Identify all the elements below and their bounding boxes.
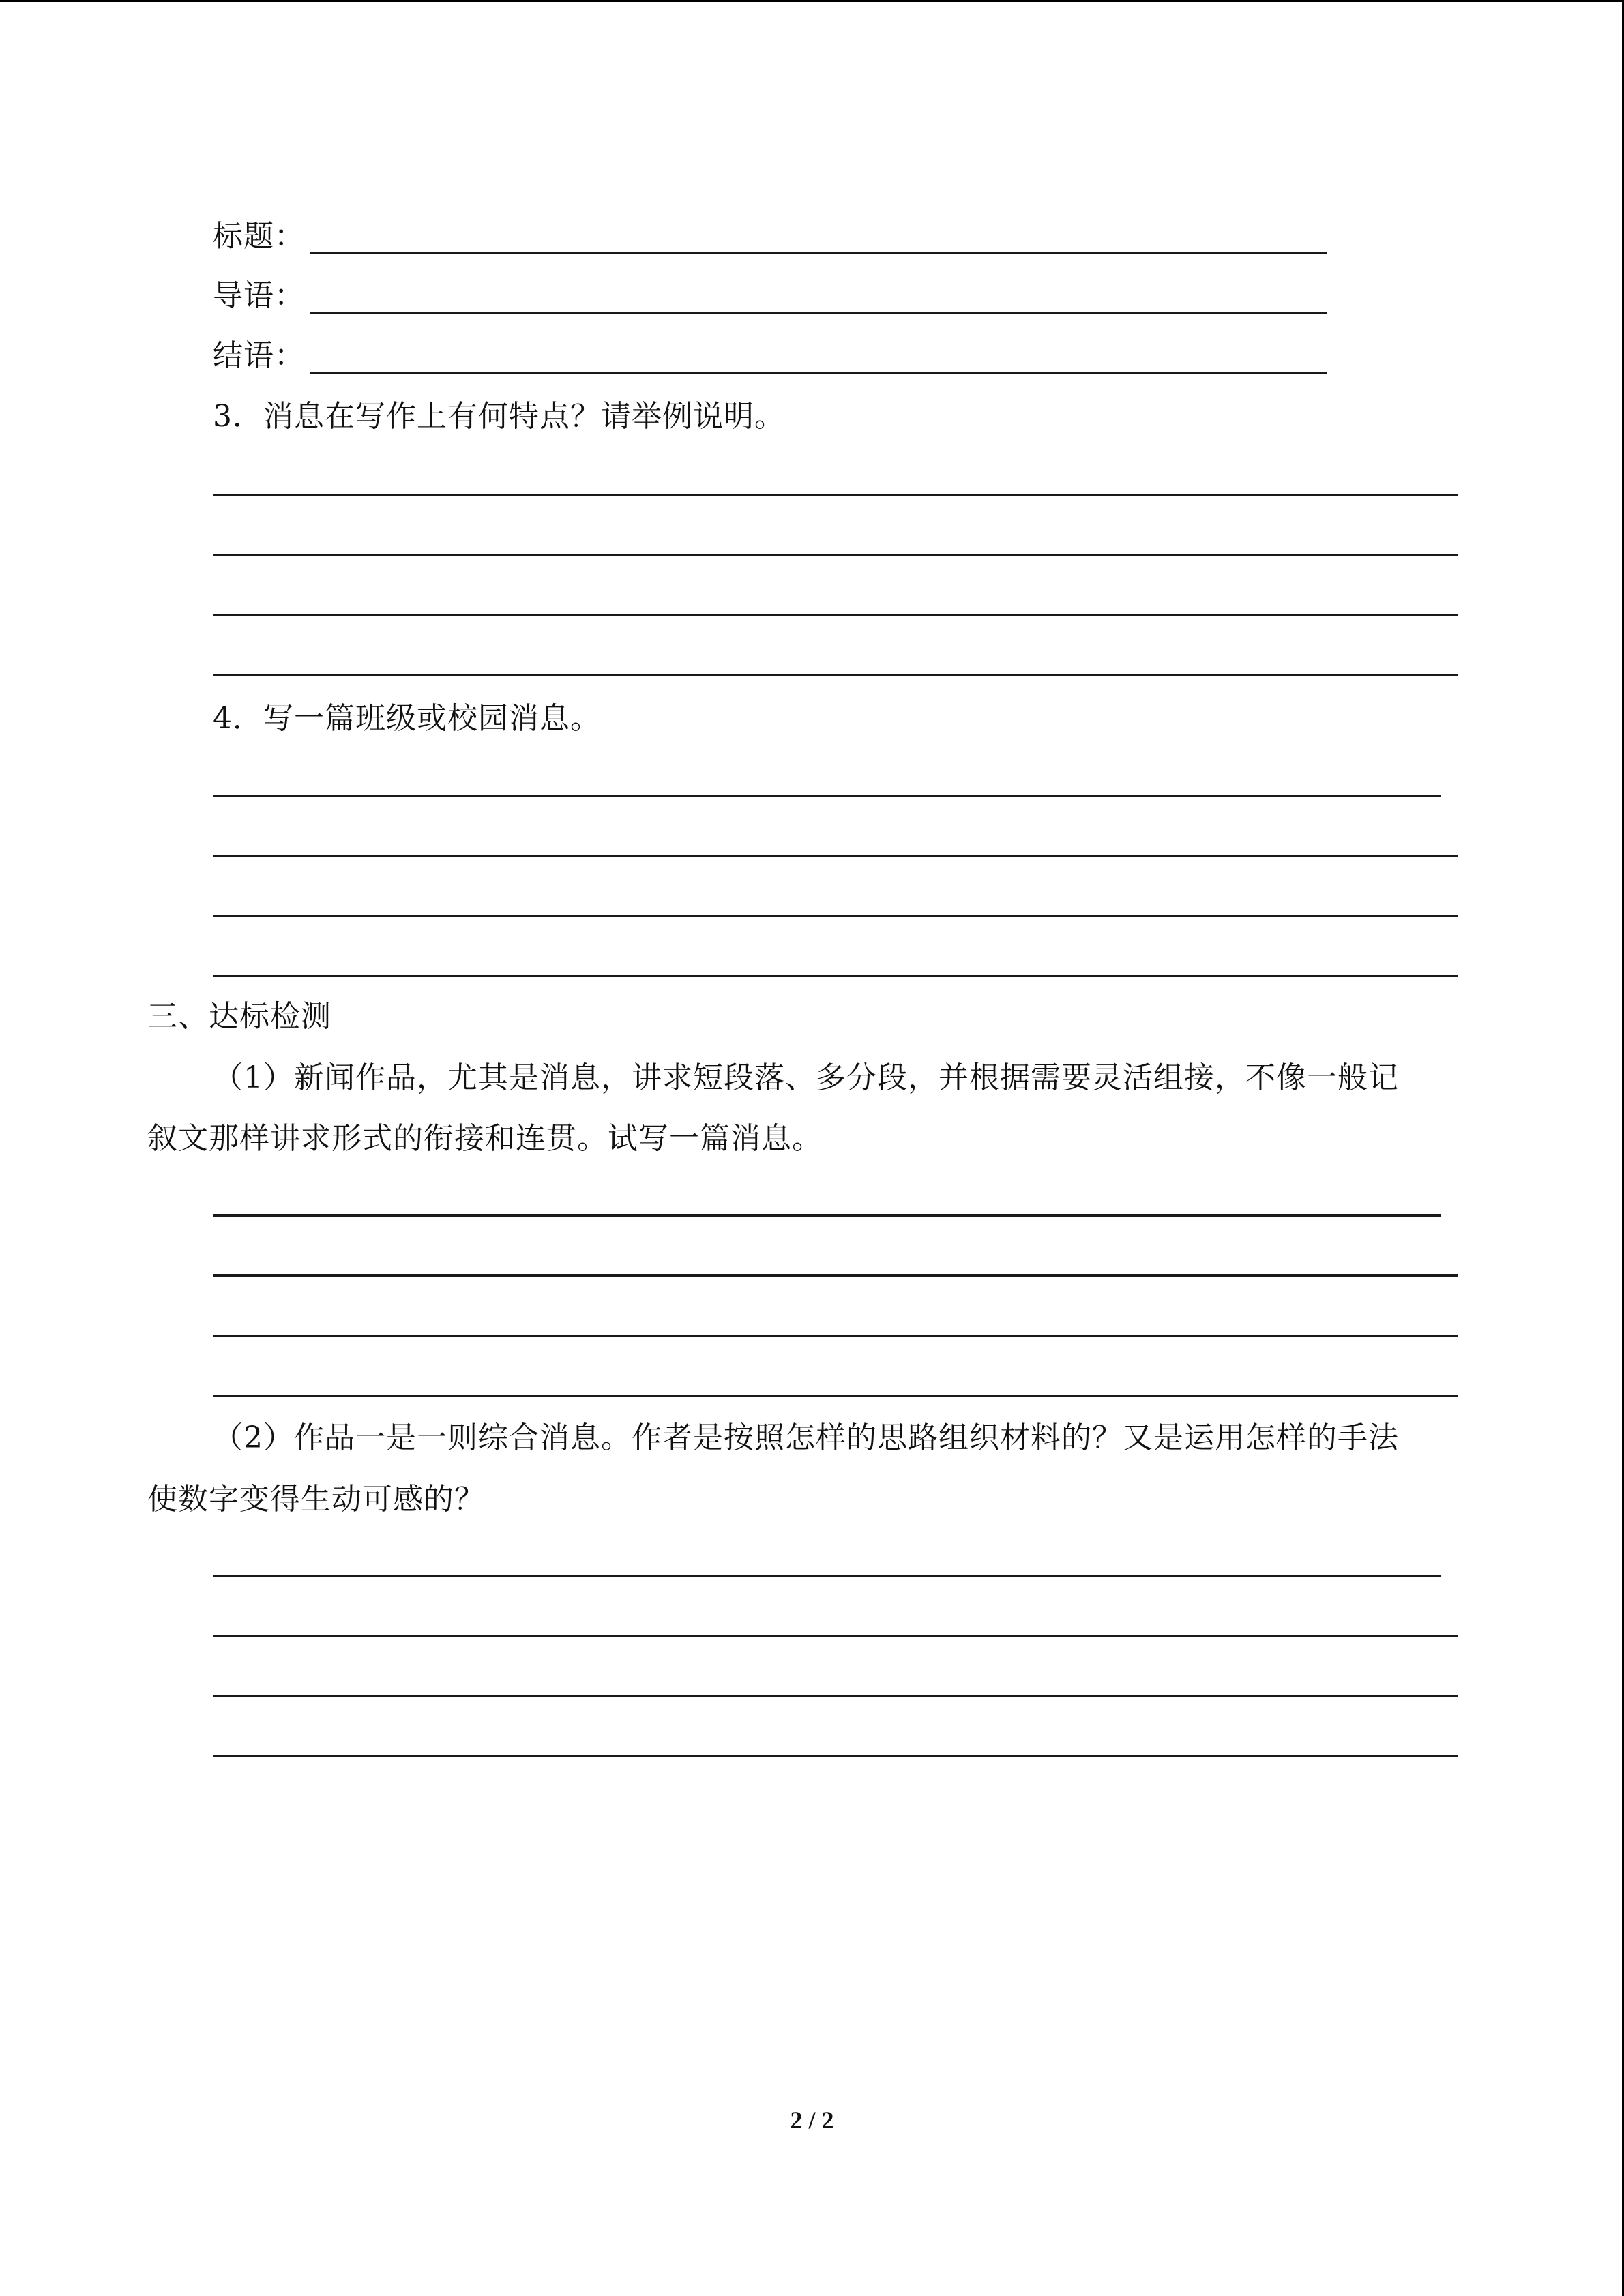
answer-line[interactable] [213, 855, 1458, 857]
item-1-text-line-1: （1）新闻作品，尤其是消息，讲求短段落、多分段，并根据需要灵活组接，不像一般记 [213, 1060, 1399, 1095]
section-heading: 三、达标检测 [147, 999, 331, 1034]
answer-line[interactable] [213, 1575, 1441, 1577]
answer-line[interactable] [213, 795, 1441, 797]
ending-label: 结语： [213, 338, 305, 373]
answer-line[interactable] [213, 1335, 1458, 1337]
item-1-text-line-2: 叙文那样讲求形式的衔接和连贯。试写一篇消息。 [147, 1121, 823, 1156]
answer-line[interactable] [213, 614, 1458, 616]
answer-line[interactable] [213, 1635, 1458, 1637]
item-2-text-line-2: 使数字变得生动可感的？ [147, 1482, 485, 1517]
answer-line[interactable] [213, 494, 1458, 496]
question-3: 3．消息在写作上有何特点？请举例说明。 [213, 399, 785, 434]
answer-line[interactable] [213, 1755, 1458, 1757]
answer-line[interactable] [213, 915, 1458, 917]
answer-line[interactable] [213, 674, 1458, 676]
title-answer-line[interactable] [310, 252, 1327, 254]
answer-line[interactable] [213, 1214, 1441, 1217]
lead-label: 导语： [213, 278, 305, 313]
answer-line[interactable] [213, 1274, 1458, 1277]
answer-line[interactable] [213, 1395, 1458, 1397]
question-4: 4．写一篇班级或校园消息。 [213, 701, 601, 736]
ending-answer-line[interactable] [310, 372, 1327, 374]
answer-line[interactable] [213, 554, 1458, 556]
lead-answer-line[interactable] [310, 312, 1327, 314]
page-number: 2 / 2 [790, 2106, 834, 2134]
answer-line[interactable] [213, 1695, 1458, 1697]
item-2-text-line-1: （2）作品一是一则综合消息。作者是按照怎样的思路组织材料的？又是运用怎样的手法 [213, 1420, 1399, 1455]
answer-line[interactable] [213, 975, 1458, 977]
title-label: 标题： [213, 219, 305, 254]
